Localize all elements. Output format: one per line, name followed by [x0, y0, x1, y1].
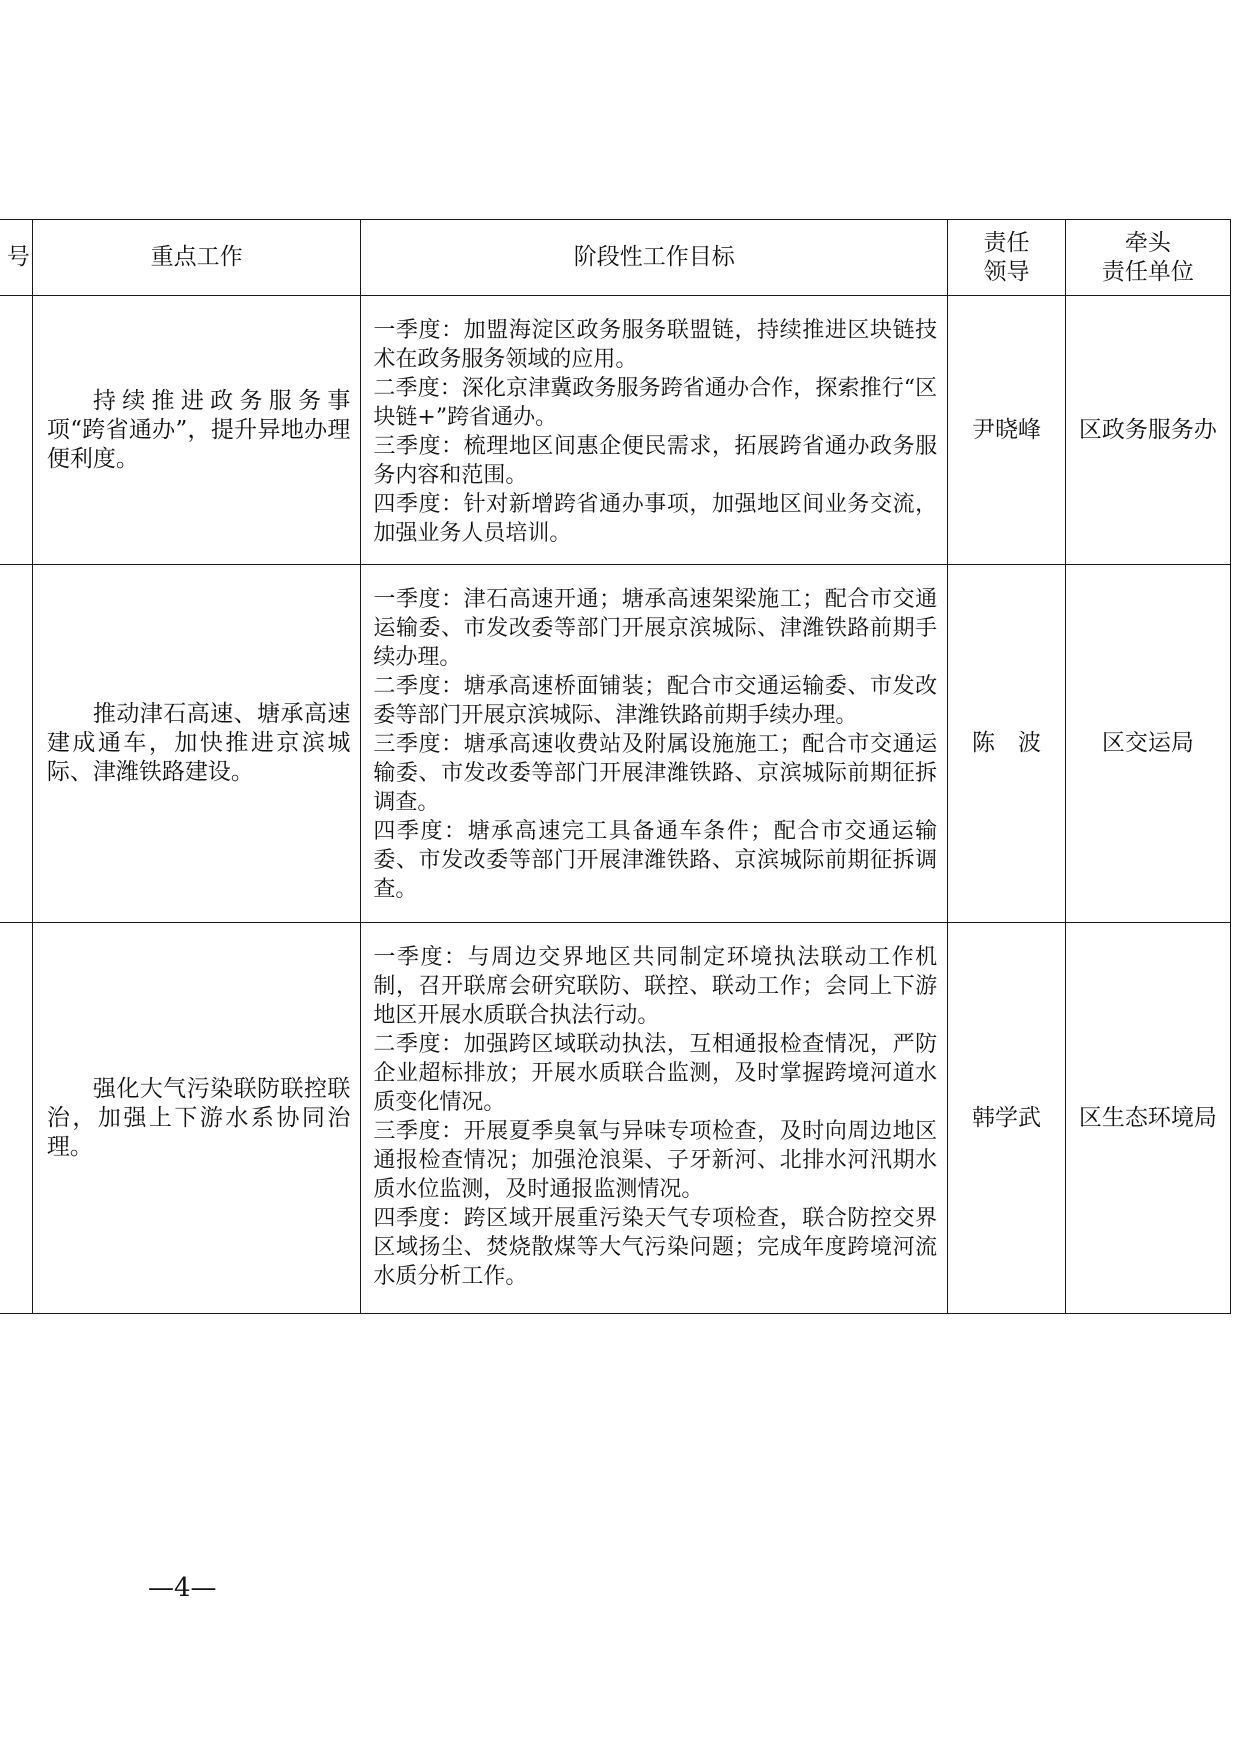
key-work-text: 持续推进政务服务事项“跨省通办”，提升异地办理便利度。: [46, 387, 351, 472]
leader-cell: [948, 296, 1066, 565]
goal-q1: 一季度：津石高速开通；塘承高速架梁施工；配合市交通运输委、市发改委等部门开展京滨城际、津潍铁路前期手续办理。: [373, 587, 938, 670]
header-unit-line2: 责任单位: [1101, 258, 1194, 285]
header-goals: 阶段性工作目标: [361, 220, 948, 296]
work-plan-table: [0, 219, 1231, 1314]
leader-name: 陈 波: [971, 730, 1041, 756]
goal-q1: 一季度：与周边交界地区共同制定环境执法联动工作机制，召开联席会研究联防、联控、联动工作；会同上下游地区开展水质联合执法行动。: [373, 945, 938, 1028]
key-work-cell: [32, 296, 361, 565]
goal-q4: 四季度：塘承高速完工具备通车条件；配合市交通运输委、市发改委等部门开展津潍铁路、京滨城际前期征拆调查。: [373, 819, 938, 902]
header-no: 号: [0, 220, 32, 296]
table-row: [0, 923, 1231, 1314]
goals-cell: [361, 296, 948, 565]
goal-q3: 三季度：塘承高速收费站及附属设施施工；配合市交通运输委、市发改委等部门开展津潍铁路、京滨城际前期征拆调查。: [373, 732, 938, 815]
header-unit-line1: 牵头: [1124, 229, 1171, 256]
key-work-text: 强化大气污染联防联控联治，加强上下游水系协同治理。: [46, 1075, 351, 1160]
goal-q2: 二季度：塘承高速桥面铺装；配合市交通运输委、市发改委等部门开展京滨城际、津潍铁路前期手续办理。: [373, 674, 938, 728]
table-row: [0, 565, 1231, 923]
header-leader-line2: 领导: [983, 258, 1030, 285]
leader-cell: [948, 565, 1066, 923]
table-header-row: [0, 220, 1231, 296]
goal-q2: 二季度：深化京津冀政务服务跨省通办合作，探索推行“区块链+”跨省通办。: [373, 376, 938, 430]
table-row: [0, 296, 1231, 565]
goal-q1: 一季度：加盟海淀区政务服务联盟链，持续推进区块链技术在政务服务领域的应用。: [373, 318, 938, 372]
leader-name: 尹晓峰: [971, 416, 1041, 443]
key-work-cell: [32, 923, 361, 1314]
page-number: —4—: [148, 1573, 217, 1603]
unit-cell: [1065, 296, 1230, 565]
goal-q4: 四季度：针对新增跨省通办事项，加强地区间业务交流，加强业务人员培训。: [373, 492, 938, 546]
header-leader-line1: 责任: [983, 229, 1030, 256]
goal-q3: 三季度：梳理地区间惠企便民需求，拓展跨省通办政务服务内容和范围。: [373, 434, 938, 488]
unit-cell: [1065, 923, 1230, 1314]
row-number-cell: [0, 565, 32, 923]
header-unit: [1065, 220, 1230, 296]
goal-q3: 三季度：开展夏季臭氧与异味专项检查，及时向周边地区通报检查情况；加强沧浪渠、子牙新河、北排水河汛期水质水位监测，及时通报监测情况。: [373, 1119, 938, 1202]
goal-q4: 四季度：跨区域开展重污染天气专项检查，联合防控交界区域扬尘、焚烧散煤等大气污染问题；完成年度跨境河流水质分析工作。: [373, 1206, 938, 1289]
key-work-text: 推动津石高速、塘承高速建成通车，加快推进京滨城际、津潍铁路建设。: [46, 701, 351, 785]
unit-name: 区政务服务办: [1078, 416, 1217, 443]
header-leader: [948, 220, 1066, 296]
unit-cell: [1065, 565, 1230, 923]
row-number-cell: [0, 923, 32, 1314]
goals-cell: [361, 565, 948, 923]
unit-name: 区生态环境局: [1078, 1104, 1217, 1131]
unit-name: 区交运局: [1101, 730, 1194, 756]
goal-q2: 二季度：加强跨区域联动执法，互相通报检查情况，严防企业超标排放；开展水质联合监测，及时掌握跨境河道水质变化情况。: [373, 1032, 938, 1115]
row-number-cell: [0, 296, 32, 565]
leader-cell: [948, 923, 1066, 1314]
header-key-work: 重点工作: [32, 220, 361, 296]
goals-cell: [361, 923, 948, 1314]
key-work-cell: [32, 565, 361, 923]
leader-name: 韩学武: [971, 1104, 1041, 1131]
